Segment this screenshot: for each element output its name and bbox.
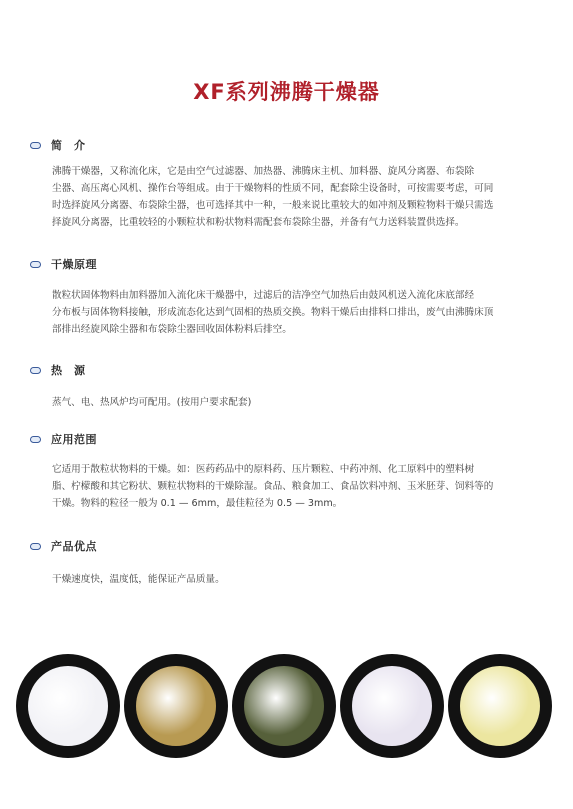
bullet-icon <box>30 543 41 550</box>
section-heading-application <box>30 431 97 447</box>
section-heading-label: 产品优点 <box>51 540 97 553</box>
section-heading-label: 干燥原理 <box>51 258 97 271</box>
section-heading-heat-source <box>30 362 86 378</box>
section-heading-label: 简 介 <box>51 139 86 152</box>
advantages-paragraph: 干燥速度快，温度低，能保证产品质量。 <box>52 574 225 585</box>
bullet-icon <box>30 367 41 374</box>
pale-yellow-flake-sample-icon <box>448 654 552 758</box>
dark-green-pellet-sample-icon <box>232 654 336 758</box>
sample-photo-strip <box>16 654 561 766</box>
section-heading-label: 热 源 <box>51 364 86 377</box>
section-heading-intro <box>30 137 86 153</box>
bullet-icon <box>30 261 41 268</box>
application-paragraph: 它适用于散粒状物料的干燥。如：医药药品中的原料药、压片颗粒、中药冲剂、化工原料中的塑料树 脂、柠檬酸和其它粉状、颗粒状物料的干燥除湿。食品、粮食加工、食品饮料冲剂、玉米胚芽、饲料等的 干燥。物料的粒径一般为 0.1 — 6mm，最佳粒径为 0.5 — 3mm。 <box>52 464 494 509</box>
tan-granule-sample-icon <box>124 654 228 758</box>
principle-paragraph: 散粒状固体物料由加料器加入流化床干燥器中，过滤后的洁净空气加热后由鼓风机送入流化床底部经 分布板与固体物料接触，形成流态化达到气固相的热质交换。物料干燥后由排料口排出，废气由沸腾床顶 部排出经旋风除尘器和布袋除尘器回收固体粉料后排空。 <box>52 290 494 335</box>
white-rice-granule-sample-icon <box>340 654 444 758</box>
section-heading-principle <box>30 256 97 272</box>
section-heading-advantages <box>30 538 97 554</box>
bullet-icon <box>30 436 41 443</box>
bullet-icon <box>30 142 41 149</box>
white-powder-sample-icon <box>16 654 120 758</box>
heat-source-paragraph: 蒸气、电、热风炉均可配用。(按用户要求配套) <box>52 397 252 408</box>
section-heading-label: 应用范围 <box>51 433 97 446</box>
page-title: XF系列沸腾干燥器 <box>193 80 380 104</box>
intro-paragraph: 沸腾干燥器，又称流化床，它是由空气过滤器、加热器、沸腾床主机、加料器、旋风分离器、布袋除 尘器、高压离心风机、操作台等组成。由于干燥物料的性质不同，配套除尘设备时，可按需要考虑，可同 时选择旋风分离器、布袋除尘器，也可选择其中一种，一般来说比重较大的如冲剂及颗粒物料干燥只需选 择旋风分离器，比重较轻的小颗粒状和粉状物料需配套布袋除尘器，并备有气力送料装置供选择。 <box>52 166 494 228</box>
